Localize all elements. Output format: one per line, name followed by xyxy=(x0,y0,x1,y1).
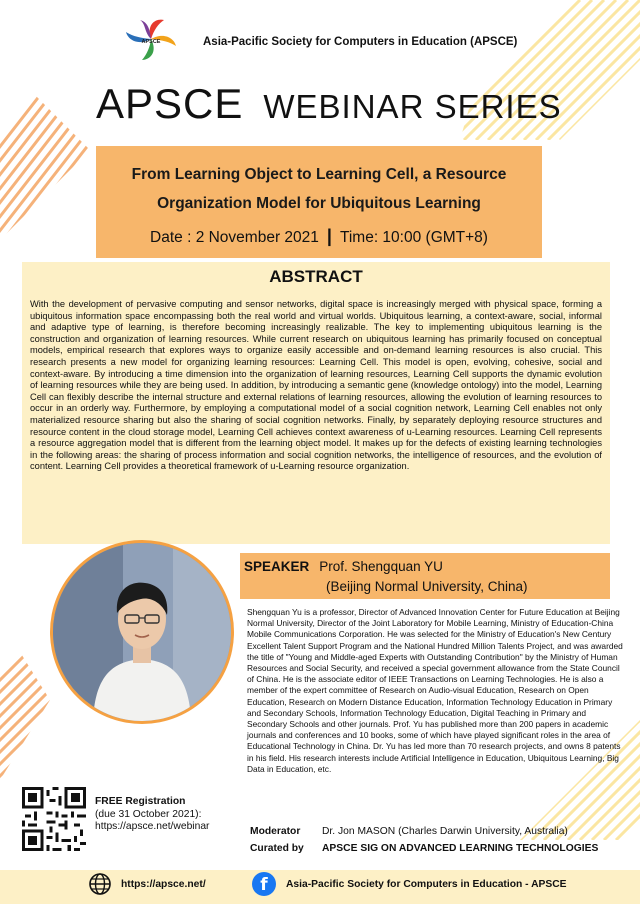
globe-icon xyxy=(88,872,112,896)
abstract-section xyxy=(22,262,610,544)
series-title-brand: APSCE xyxy=(96,80,244,127)
abstract-heading: ABSTRACT xyxy=(269,267,363,286)
footer-facebook-link[interactable]: Asia-Pacific Society for Computers in Education - APSCE xyxy=(286,879,567,890)
speaker-portrait-illustration xyxy=(53,543,231,721)
talk-date: Date : 2 November 2021 xyxy=(150,229,319,246)
curated-label: Curated by xyxy=(250,843,304,854)
speaker-photo xyxy=(53,543,231,721)
talk-title-line2: Organization Model for Ubiquitous Learning xyxy=(157,195,481,212)
talk-title-line1: From Learning Object to Learning Cell, a Resource xyxy=(131,166,507,183)
speaker-label: SPEAKER xyxy=(244,559,310,574)
abstract-text: With the development of pervasive computing and sensor networks, digital space is increasingly merged with physical space, forming a ubiquitous information space encompassing both the real world and virtual worlds. Ubiquitous learning, a context-aware, social, informal and adaptive type of learning, is therefore becoming increasingly realizable. The key to implementing ubiquitous learning is the construction and organization of learning resources. While current research on ubiquitous learning has primarily focused on conceptual models, empirical research that explores ways to organize easily accessible and on-demand learning resources is also crucial. This research presents a new model for organizing learning resources: Learning Cell. This model is open, evolving, cohesive, social and context-aware. By introducing a time dimension into the organization of learning resources, Learning Cell supports the dynamic evolution of learning resources while they are being used. In addition, by introducing a semantic gene (knowledge ontology) into the model, Learning Cell can flexibly describe the internal structure and external relations of learning resources, allowing the evolution of learning resources to occur in an orderly way. Furthermore, by employing a computational model of a social cognition network, Learning Cell enables not only materialized resource sharing but also the sharing of social cognition networks. Finally, by separately deploying resource structures and resource content in the cloud storage model, Learning Cell achieves context awareness of u-Learning resources. Learning Cell represents a resource aggregation model that is different from the learning object model. It makes up for the defects of existing learning technologies in the following areas: the sharing of process information and social cognition networks, the intelligence of resources, and the evolution of content. Learning Cell provides a theoretical framework of u-Learning resource organization. xyxy=(30,299,602,472)
registration-due: (due 31 October 2021): xyxy=(95,808,202,820)
registration-title: FREE Registration xyxy=(95,796,186,807)
moderator-value: Dr. Jon MASON (Charles Darwin University, Australia) xyxy=(322,826,568,837)
decorative-stripes-left xyxy=(0,40,100,240)
speaker-name: Prof. Shengquan YU xyxy=(319,559,443,574)
footer-website-link[interactable]: https://apsce.net/ xyxy=(121,879,206,890)
curated-row xyxy=(250,843,598,854)
talk-time: Time: 10:00 (GMT+8) xyxy=(339,229,488,246)
logo-text: APSCE xyxy=(141,39,161,45)
date-time-line xyxy=(96,226,542,247)
talk-title xyxy=(96,160,542,218)
speaker-bio: Shengquan Yu is a professor, Director of Advanced Innovation Center for Future Education at Beijing Normal University, Director of the Joint Laboratory for Mobile Learning, Ministry of Education-China Mobile Communications Corporation. He was selected for the Ministry of Education's New Century Excellent Talent Support Program and the National Hundred Million Talents Project, and was awarded the title of "Young and Middle-aged Experts with Outstanding Contribution" by the Ministry of Human Resources and Social Security, and received a special government allowance from the State Council of China. He is the associate editor of IEEE Transactions on Learning Technologies. He is also a member of the expert committee of Research on Audio-visual Education, Research on Open Education, Research on Modern Distance Education, Information Technology Education in Primary and Secondary Schools, Information Technology Education, Digital Teaching in Primary and Secondary Schools and other journals. Prof. Yu has published more than 200 papers in academic journals and conferences and 10 books, some of which have played significant roles in the area of Educational Technology in China. Dr. Yu has led more than 70 research projects, and owns 8 patents in his field. His research interests include Artificial Intelligence in Education, Ubiquitous Learning, Big Data in Education, etc. xyxy=(247,607,623,774)
facebook-icon: f xyxy=(252,872,276,896)
speaker-heading xyxy=(244,559,443,574)
talk-info-box xyxy=(96,146,542,258)
registration-info xyxy=(95,796,209,834)
series-title-label: WEBINAR SERIES xyxy=(263,88,562,125)
series-title xyxy=(96,80,562,128)
moderator-row xyxy=(250,826,568,837)
organization-name: Asia-Pacific Society for Computers in Education (APSCE) xyxy=(203,36,518,48)
registration-link[interactable]: https://apsce.net/webinar xyxy=(95,821,210,832)
speaker-affiliation: (Beijing Normal University, China) xyxy=(326,579,528,594)
date-time-separator: | xyxy=(326,226,332,246)
registration-qr-code[interactable] xyxy=(22,787,86,851)
moderator-label: Moderator xyxy=(250,826,301,837)
curated-value: APSCE SIG ON ADVANCED LEARNING TECHNOLOGIES xyxy=(322,843,599,854)
apsce-logo xyxy=(120,14,182,64)
